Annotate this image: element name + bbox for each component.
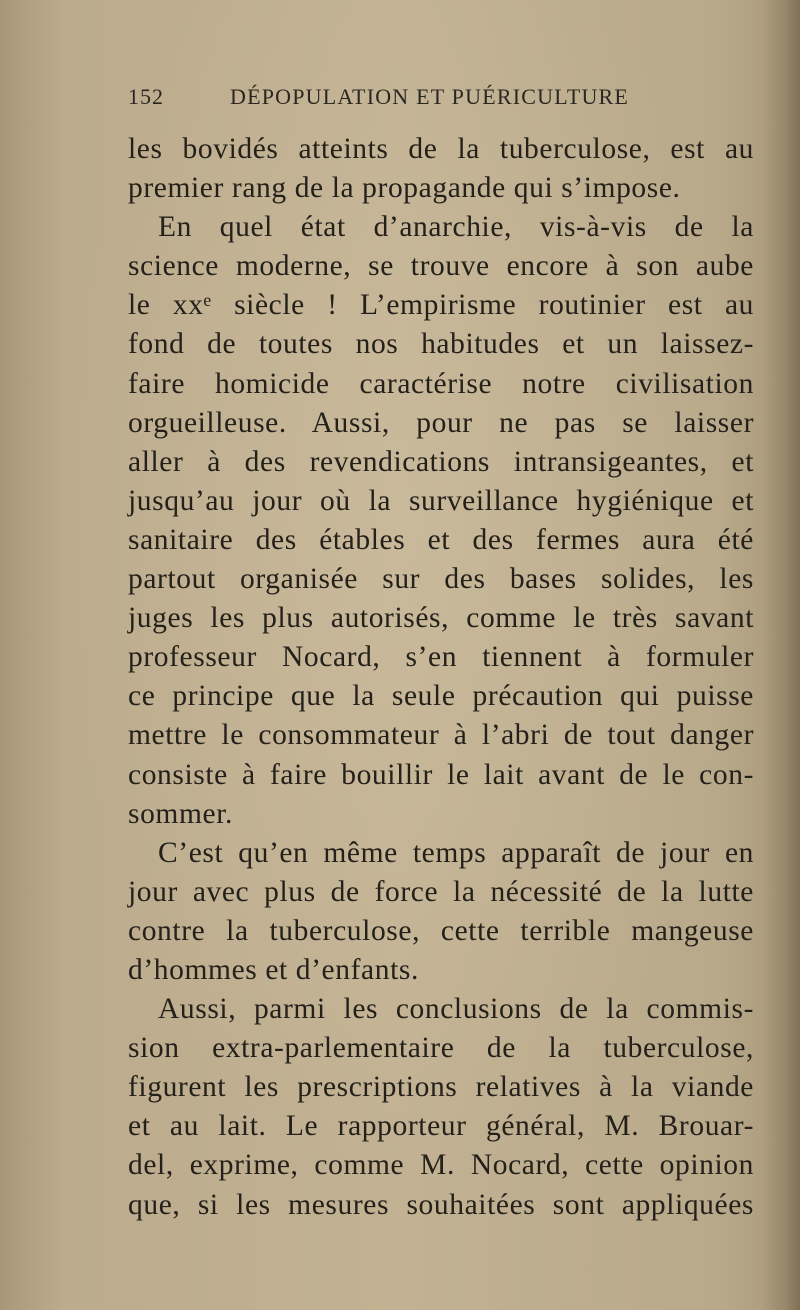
running-title: DÉPOPULATION ET PUÉRICULTURE xyxy=(230,84,630,109)
text-line: le xxᵉ siècle ! L’empirisme routinier est au xyxy=(128,289,754,322)
body-text xyxy=(128,130,754,1225)
text-line: que, si les mesures souhaitées sont appliquées xyxy=(128,1188,754,1221)
running-header xyxy=(128,84,648,114)
text-line: En quel état d’anarchie, vis-à-vis de la xyxy=(158,211,754,244)
text-line: orgueilleuse. Aussi, pour ne pas se laisser xyxy=(128,406,754,439)
text-line: fond de toutes nos habitudes et un laissez- xyxy=(128,328,754,361)
text-line: aller à des revendications intransigeantes, et xyxy=(128,445,754,478)
text-line: d’hommes et d’enfants. xyxy=(128,953,419,986)
text-line: juges les plus autorisés, comme le très savant xyxy=(128,602,754,635)
text-line: faire homicide caractérise notre civilisation xyxy=(128,367,754,400)
text-line: sanitaire des étables et des fermes aura été xyxy=(128,523,754,556)
text-line: Aussi, parmi les conclusions de la commis- xyxy=(158,993,754,1026)
text-line: figurent les prescriptions relatives à la viande xyxy=(128,1071,754,1104)
text-line: les bovidés atteints de la tuberculose, est au xyxy=(128,133,754,165)
text-line: consiste à faire bouillir le lait avant de le con- xyxy=(128,758,754,791)
text-line: mettre le consommateur à l’abri de tout danger xyxy=(128,719,754,752)
text-line: contre la tuberculose, cette terrible mangeuse xyxy=(128,914,754,947)
text-line: C’est qu’en même temps apparaît de jour en xyxy=(158,836,754,869)
text-line: partout organisée sur des bases solides, les xyxy=(128,563,754,596)
text-line: professeur Nocard, s’en tiennent à formuler xyxy=(128,641,754,674)
text-line: del, exprime, comme M. Nocard, cette opinion xyxy=(128,1149,754,1182)
text-line: sion extra-parlementaire de la tuberculose, xyxy=(128,1032,754,1065)
text-line: science moderne, se trouve encore à son aube xyxy=(128,250,754,283)
text-line: jusqu’au jour où la surveillance hygiénique et xyxy=(128,484,754,517)
text-line: et au lait. Le rapporteur général, M. Brouar- xyxy=(128,1110,754,1143)
text-line: ce principe que la seule précaution qui puisse xyxy=(128,680,754,713)
text-line: sommer. xyxy=(128,797,233,830)
page-number: 152 xyxy=(128,84,164,109)
text-line: premier rang de la propagande qui s’impose. xyxy=(128,172,681,205)
text-line: jour avec plus de force la nécessité de la lutte xyxy=(128,875,754,908)
page-edge-shadow xyxy=(762,0,800,1310)
